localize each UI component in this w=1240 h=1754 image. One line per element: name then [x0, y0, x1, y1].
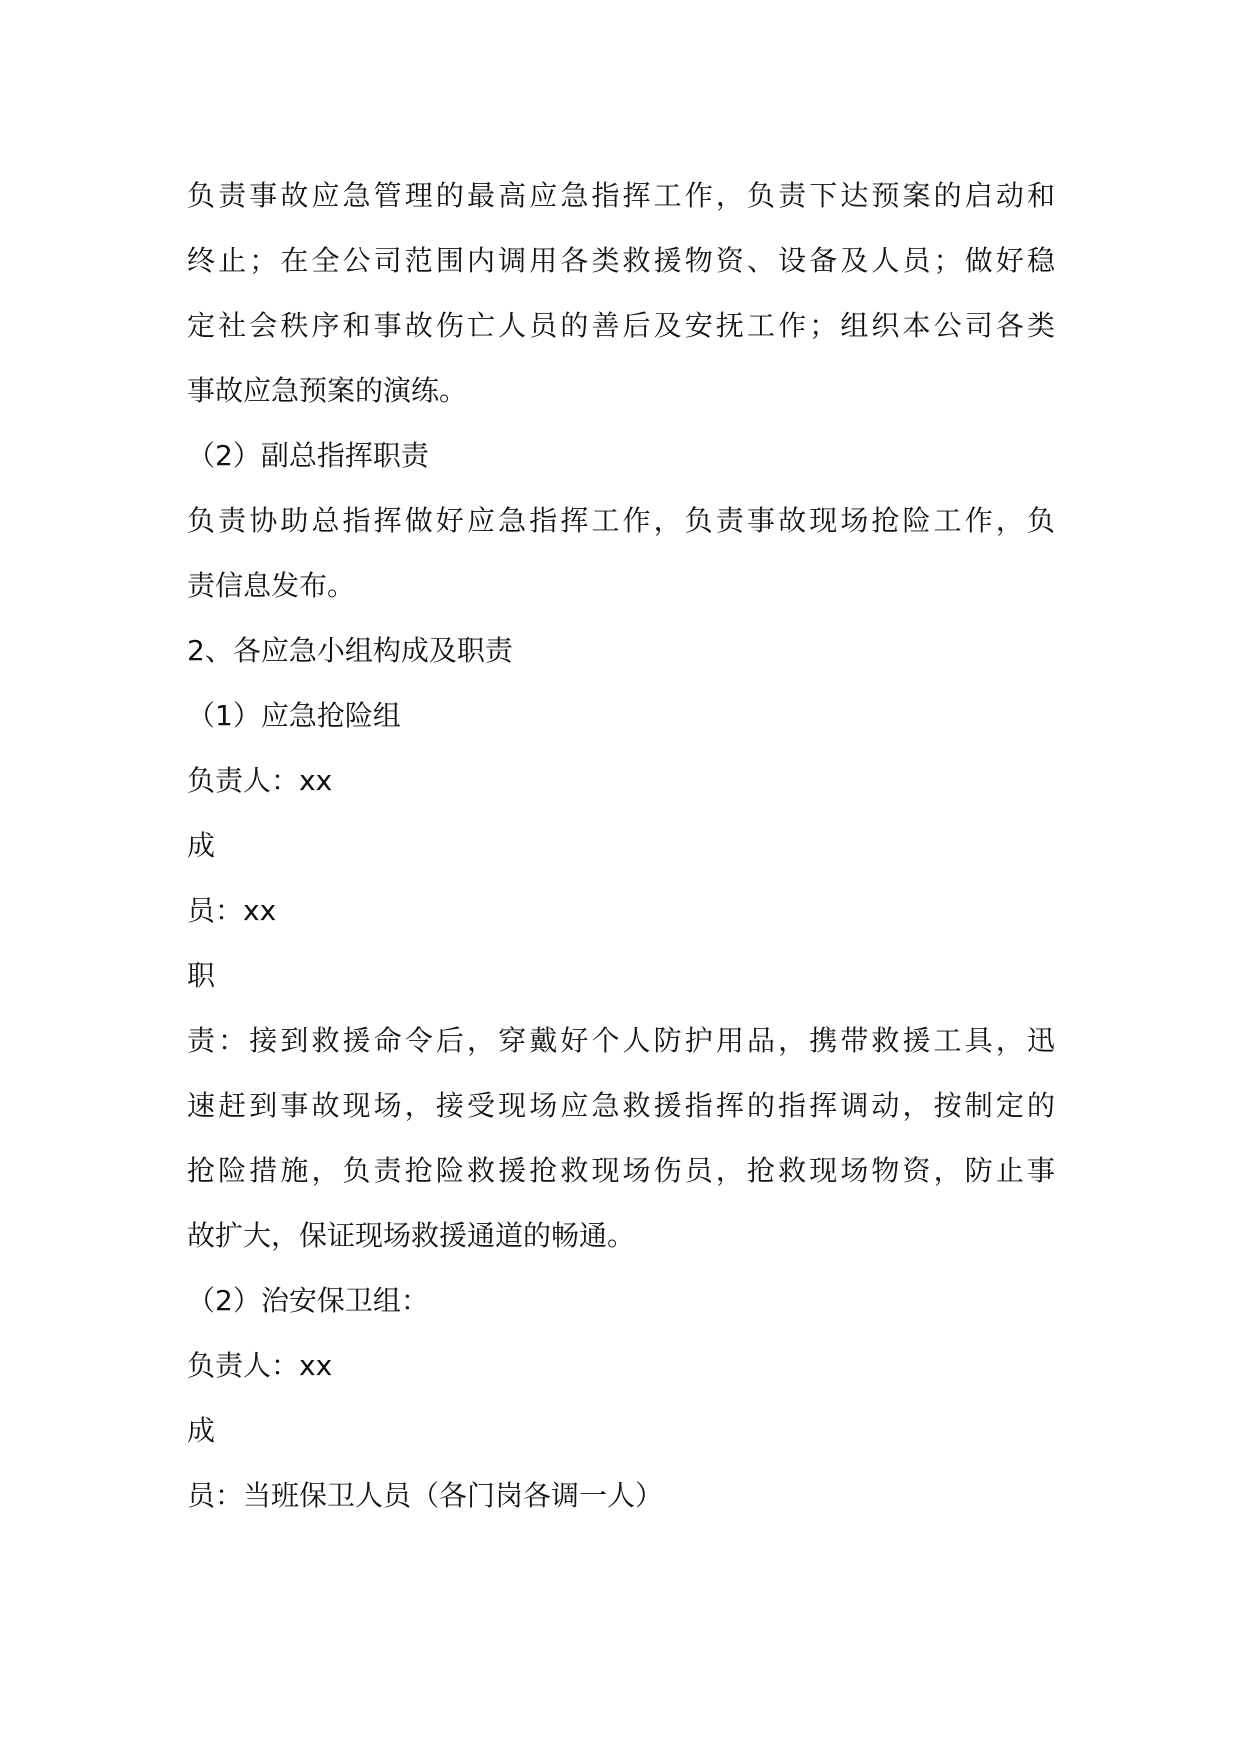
paragraph-line-1: 负责事故应急管理的最高应急指挥工作，负责下达预案的启动和	[187, 179, 1055, 212]
paragraph-line-7: 责信息发布。	[187, 569, 356, 602]
rescue-team-members: 员：xx	[187, 894, 277, 927]
section-heading-emergency-teams: 2、各应急小组构成及职责	[187, 634, 513, 667]
security-team-leader: 负责人：xx	[187, 1349, 333, 1382]
paragraph-line-2: 终止；在全公司范围内调用各类救援物资、设备及人员；做好稳	[187, 244, 1055, 277]
rescue-team-duties-label: 职	[187, 959, 216, 992]
paragraph-line-6: 负责协助总指挥做好应急指挥工作，负责事故现场抢险工作，负	[187, 504, 1055, 537]
rescue-team-members-label: 成	[187, 829, 216, 862]
section-heading-deputy-commander: （2）副总指挥职责	[187, 439, 429, 472]
rescue-team-leader: 负责人：xx	[187, 764, 333, 797]
subsection-heading-security-team: （2）治安保卫组：	[187, 1284, 429, 1317]
paragraph-line-3: 定社会秩序和事故伤亡人员的善后及安抚工作；组织本公司各类	[187, 309, 1055, 342]
rescue-team-duties-line-2: 速赶到事故现场，接受现场应急救援指挥的指挥调动，按制定的	[187, 1089, 1055, 1122]
subsection-heading-rescue-team: （1）应急抢险组	[187, 699, 401, 732]
rescue-team-duties-line-1: 责：接到救援命令后，穿戴好个人防护用品，携带救援工具，迅	[187, 1024, 1055, 1057]
security-team-members: 员：当班保卫人员（各门岗各调一人）	[187, 1479, 664, 1512]
rescue-team-duties-line-3: 抢险措施，负责抢险救援抢救现场伤员，抢救现场物资，防止事	[187, 1154, 1055, 1187]
rescue-team-duties-line-4: 故扩大，保证现场救援通道的畅通。	[187, 1219, 636, 1252]
paragraph-line-4: 事故应急预案的演练。	[187, 374, 468, 407]
security-team-members-label: 成	[187, 1414, 216, 1447]
